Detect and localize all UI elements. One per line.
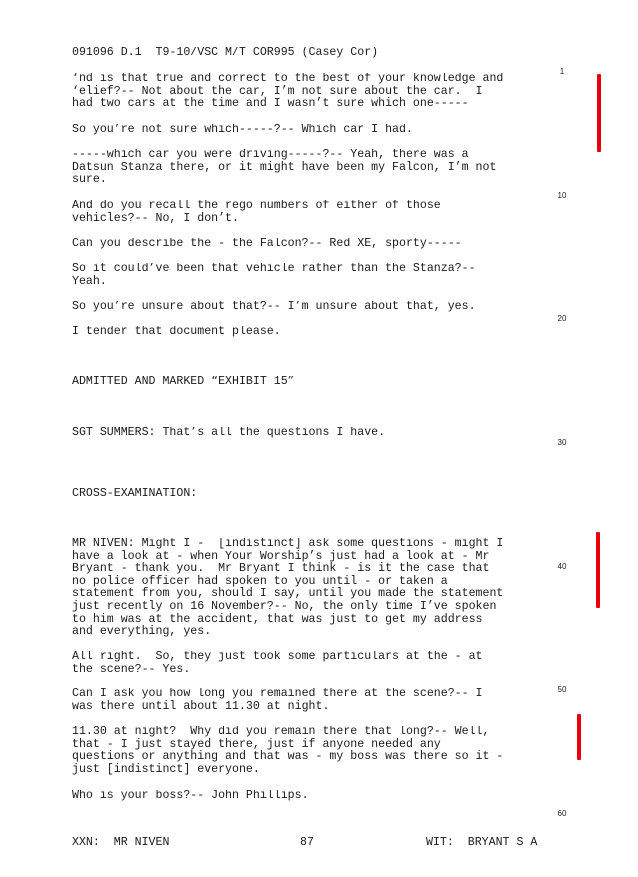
paragraph: So you’re not sure which-----?-- Which car I had. — [72, 124, 413, 136]
page-header: 091096 D.1 T9-10/VSC M/T COR995 (Casey Cor) — [72, 47, 379, 59]
margin-marker — [597, 74, 601, 152]
margin-marker — [596, 532, 600, 608]
paragraph: 11.30 at night? Why did you remain there that long?-- Well, that - I just stayed there, just if anyone needed any questions or anything and that was - my boss was there so it - just [indistinct] everyone. — [72, 726, 504, 776]
margin-marker — [577, 714, 581, 760]
paragraph: MR NIVEN: Might I - [indistinct] ask some questions - might I have a look at - when Your Worship’s just had a look at - Mr Bryant - thank you. Mr Bryant I think - is it the case that no police officer had spoken to you until - or taken a statement from you, should I say, until you made the statement just recently on 16 November?-- No, the only time I’ve spoken to him was at the accident, that was just to get my address and everything, yes. — [72, 538, 504, 639]
line-number: 60 — [557, 809, 567, 818]
line-number: 20 — [557, 314, 567, 323]
paragraph: SGT SUMMERS: That’s all the questions I have. — [72, 427, 386, 439]
paragraph: Can I ask you how long you remained there at the scene?-- I was there until about 11.30 at night. — [72, 688, 483, 713]
line-number: 1 — [559, 67, 565, 76]
line-number: 40 — [557, 562, 567, 571]
paragraph: -----which car you were driving-----?-- Yeah, there was a Datsun Stanza there, or it might have been my Falcon, I’m not sure. — [72, 149, 497, 187]
line-number: 10 — [557, 191, 567, 200]
section-heading: CROSS-EXAMINATION: — [72, 488, 198, 500]
page-number: 87 — [300, 836, 314, 849]
paragraph: Who is your boss?-- John Phillips. — [72, 790, 309, 802]
footer-witness: WIT: BRYANT S A — [426, 836, 538, 849]
paragraph: Can you describe the - the Falcon?-- Red XE, sporty----- — [72, 238, 462, 250]
exhibit-notice: ADMITTED AND MARKED “EXHIBIT 15” — [72, 376, 295, 388]
line-number: 50 — [557, 685, 567, 694]
paragraph: ‘nd is that true and correct to the best of your knowledge and ‘elief?-- Not about the car, I’m not sure about the car. I had two cars at the time and I wasn’t sure which one----- — [72, 73, 504, 111]
footer-examiner: XXN: MR NIVEN — [72, 836, 170, 849]
paragraph: I tender that document please. — [72, 326, 281, 338]
paragraph: All right. So, they just took some particulars at the - at the scene?-- Yes. — [72, 651, 483, 676]
line-number: 30 — [557, 438, 567, 447]
paragraph: So it could’ve been that vehicle rather than the Stanza?-- Yeah. — [72, 263, 476, 288]
paragraph: And do you recall the rego numbers of either of those vehicles?-- No, I don’t. — [72, 200, 441, 225]
paragraph: So you’re unsure about that?-- I’m unsure about that, yes. — [72, 301, 476, 313]
